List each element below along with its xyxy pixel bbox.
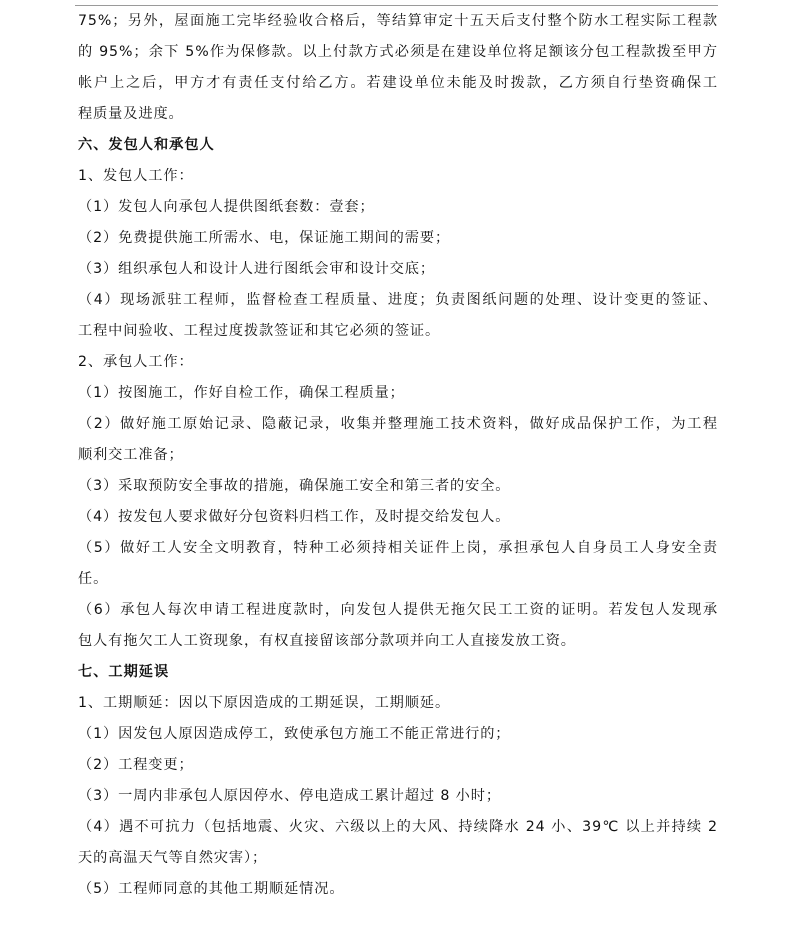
contractor-duty-1: （1）按图施工，作好自检工作，确保工程质量； bbox=[78, 385, 405, 401]
employer-duty-1: （1）发包人向承包人提供图纸套数：壹套； bbox=[78, 199, 375, 215]
employer-duty-4-line-2: 工程中间验收、工程过度拨款签证和其它必须的签证。 bbox=[78, 323, 441, 339]
contractor-duty-5-line-2: 任。 bbox=[78, 571, 109, 587]
contractor-duty-2-line-2: 顺利交工准备； bbox=[78, 447, 184, 463]
subsection-heading-contractor-duties: 2、承包人工作： bbox=[78, 354, 194, 370]
extension-cause-3: （3）一周内非承包人原因停水、停电造成工累计超过 8 小时； bbox=[78, 788, 501, 804]
contractor-duty-5-line-1: （5）做好工人安全文明教育，特种工必须持相关证件上岗，承担承包人自身员工人身安全责 bbox=[78, 540, 718, 556]
extension-cause-1: （1）因发包人原因造成停工，致使承包方施工不能正常进行的； bbox=[78, 726, 511, 742]
contractor-duty-2-line-1: （2）做好施工原始记录、隐蔽记录，收集并整理施工技术资料，做好成品保护工作，为工程 bbox=[78, 416, 718, 432]
section-heading-6: 六、发包人和承包人 bbox=[78, 137, 215, 153]
payment-clause-line-2: 的 95%；余下 5%作为保修款。以上付款方式必须是在建设单位将足额该分包工程款拨至甲方 bbox=[78, 44, 718, 60]
payment-clause-line-1: 75%；另外，屋面施工完毕经验收合格后，等结算审定十五天后支付整个防水工程实际工程款 bbox=[78, 13, 718, 29]
extension-cause-2: （2）工程变更； bbox=[78, 757, 194, 773]
contractor-duty-6-line-1: （6）承包人每次申请工程进度款时，向发包人提供无拖欠民工工资的证明。若发包人发现承 bbox=[78, 602, 718, 618]
extension-cause-4-line-2: 天的高温天气等自然灾害）； bbox=[78, 850, 268, 866]
payment-clause-line-4: 程质量及进度。 bbox=[78, 106, 184, 122]
employer-duty-3: （3）组织承包人和设计人进行图纸会审和设计交底； bbox=[78, 261, 435, 277]
contractor-duty-4: （4）按发包人要求做好分包资料归档工作，及时提交给发包人。 bbox=[78, 509, 511, 525]
employer-duty-4-line-1: （4）现场派驻工程师，监督检查工程质量、进度；负责图纸问题的处理、设计变更的签证、 bbox=[78, 292, 718, 308]
extension-cause-5: （5）工程师同意的其他工期顺延情况。 bbox=[78, 881, 345, 897]
payment-clause-line-3: 帐户上之后，甲方才有责任支付给乙方。若建设单位未能及时拨款，乙方须自行垫资确保工 bbox=[78, 75, 718, 91]
extension-cause-4-line-1: （4）遇不可抗力（包括地震、火灾、六级以上的大风、持续降水 24 小、39℃ 以上并持续 2 bbox=[78, 819, 718, 835]
subsection-heading-extension: 1、工期顺延：因以下原因造成的工期延误，工期顺延。 bbox=[78, 695, 451, 711]
subsection-heading-employer-duties: 1、发包人工作： bbox=[78, 168, 194, 184]
document-body bbox=[78, 6, 718, 905]
contractor-duty-6-line-2: 包人有拖欠工人工资现象，有权直接留该部分款项并向工人直接发放工资。 bbox=[78, 633, 576, 649]
section-heading-7: 七、工期延误 bbox=[78, 664, 170, 680]
contractor-duty-3: （3）采取预防安全事故的措施，确保施工安全和第三者的安全。 bbox=[78, 478, 511, 494]
employer-duty-2: （2）免费提供施工所需水、电，保证施工期间的需要； bbox=[78, 230, 451, 246]
